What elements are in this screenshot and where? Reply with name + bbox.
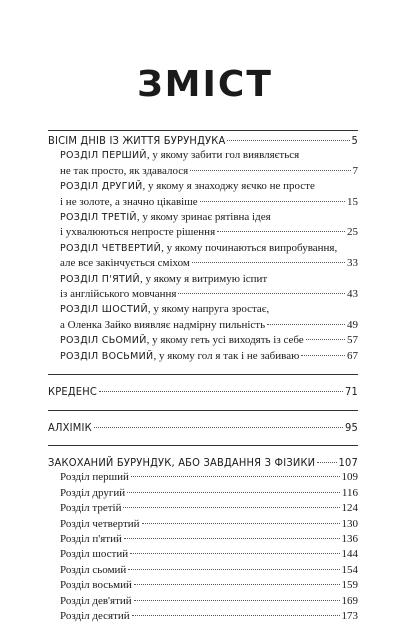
- chapter-title-start: , у якому я знаходжу яєчко не просте: [142, 180, 315, 193]
- page-number: 57: [347, 334, 358, 347]
- toc-chapter-3[interactable]: [48, 210, 358, 241]
- chapter-title-end: не так просто, як здавалося: [60, 164, 189, 177]
- subchapter-title: Розділ сьомий: [60, 563, 127, 576]
- toc-chapter-8[interactable]: [48, 349, 358, 364]
- leader-dots: [131, 476, 340, 477]
- page-number: 154: [341, 563, 358, 576]
- leader-dots: [306, 339, 345, 340]
- leader-dots: [128, 569, 339, 570]
- leader-dots: [130, 553, 339, 554]
- page-number: 49: [347, 318, 358, 331]
- page-number: 169: [341, 594, 358, 607]
- page-number: 144: [341, 548, 358, 561]
- page-number: 71: [345, 385, 358, 399]
- part-title: КРЕДЕНС: [48, 385, 97, 399]
- subchapter-title: Розділ восьмий: [60, 579, 132, 592]
- toc-subchapter[interactable]: [48, 486, 358, 501]
- toc-subchapter[interactable]: [48, 501, 358, 516]
- page-number: 5: [351, 134, 358, 147]
- page-number: 136: [341, 532, 358, 545]
- toc-chapter-2[interactable]: [48, 179, 358, 210]
- subchapter-title: Розділ третій: [60, 502, 122, 515]
- leader-dots: [190, 170, 350, 171]
- divider: [48, 445, 358, 446]
- chapter-label: РОЗДІЛ П'ЯТИЙ: [60, 273, 140, 285]
- toc-chapter-5[interactable]: [48, 272, 358, 303]
- chapter-title-end: а Оленка Зайко виявляє надмірну пильність: [60, 318, 266, 331]
- divider: [48, 374, 358, 375]
- chapter-title-start: , у якому напруга зростає,: [147, 303, 270, 316]
- toc-subchapter[interactable]: [48, 578, 358, 593]
- subchapter-title: Розділ шостий: [60, 548, 129, 561]
- page-number: 124: [341, 502, 358, 515]
- leader-dots: [124, 538, 340, 539]
- divider: [48, 130, 358, 131]
- toc-chapter-1[interactable]: [48, 148, 358, 179]
- toc-subchapter[interactable]: [48, 609, 358, 624]
- divider: [48, 410, 358, 411]
- page-title: ЗМІСТ: [137, 64, 273, 105]
- page-number: 7: [352, 164, 358, 177]
- leader-dots: [178, 293, 345, 294]
- chapter-label: РОЗДІЛ ДРУГИЙ: [60, 181, 143, 193]
- leader-dots: [134, 584, 340, 585]
- leader-dots: [123, 507, 339, 508]
- leader-dots: [142, 523, 340, 524]
- chapter-label: РОЗДІЛ ШОСТИЙ: [60, 304, 148, 316]
- chapter-title-end: і не золоте, а значно цікавіше: [60, 195, 198, 208]
- subchapter-title: Розділ четвертий: [60, 517, 140, 530]
- toc-part-3[interactable]: [48, 420, 358, 435]
- page-number: 67: [347, 349, 358, 362]
- toc-subchapter[interactable]: [48, 517, 358, 532]
- page-number: 159: [341, 579, 358, 592]
- page-number: 130: [341, 517, 358, 530]
- chapter-label: РОЗДІЛ СЬОМИЙ: [60, 335, 147, 347]
- page-number: 25: [347, 226, 358, 239]
- subchapter-title: Розділ перший: [60, 471, 129, 484]
- page-number: 43: [347, 288, 358, 301]
- toc-subchapter[interactable]: [48, 563, 358, 578]
- chapter-title: , у якому гол я так і не забиваю: [153, 349, 300, 362]
- toc-chapter-7[interactable]: [48, 333, 358, 348]
- subchapter-title: Розділ дев'ятий: [60, 594, 132, 607]
- leader-dots: [132, 615, 340, 616]
- sub-chapter-list: [48, 470, 358, 624]
- page-number: 173: [341, 609, 358, 622]
- chapter-title-start: , у якому починаються випробування,: [161, 241, 338, 254]
- subchapter-title: Розділ п'ятий: [60, 532, 122, 545]
- chapter-title-start: , у якому я витримую іспит: [139, 272, 268, 285]
- leader-dots: [134, 600, 340, 601]
- chapter-title-start: , у якому забити гол виявляється: [146, 149, 300, 162]
- table-of-contents: [48, 130, 358, 624]
- toc-part-1[interactable]: [48, 133, 358, 148]
- toc-subchapter[interactable]: [48, 547, 358, 562]
- toc-part-2[interactable]: [48, 384, 358, 399]
- chapter-title-end: із англійського мовчання: [60, 288, 177, 301]
- page-number: 15: [347, 195, 358, 208]
- leader-dots: [99, 391, 343, 392]
- toc-chapter-6[interactable]: [48, 302, 358, 333]
- chapter-label: РОЗДІЛ ВОСЬМИЙ: [60, 350, 154, 362]
- part-title: ЗАКОХАНИЙ БУРУНДУК, АБО ЗАВДАННЯ З ФІЗИКИ: [48, 455, 316, 469]
- toc-subchapter[interactable]: [48, 594, 358, 609]
- chapter-label: РОЗДІЛ ЧЕТВЕРТИЙ: [60, 242, 162, 254]
- chapter-label: РОЗДІЛ ПЕРШИЙ: [60, 150, 147, 162]
- chapter-label: РОЗДІЛ ТРЕТІЙ: [60, 212, 137, 224]
- toc-subchapter[interactable]: [48, 532, 358, 547]
- leader-dots: [317, 462, 336, 463]
- toc-subchapter[interactable]: [48, 470, 358, 485]
- leader-dots: [200, 201, 345, 202]
- chapter-title-start: , у якому зринає рятівна ідея: [136, 211, 271, 224]
- chapter-title: , у якому геть усі виходять із себе: [146, 334, 304, 347]
- part-title: АЛХІМІК: [48, 420, 92, 434]
- toc-part-4[interactable]: [48, 455, 358, 470]
- chapter-title-end: і ухвалюються непросте рішення: [60, 226, 216, 239]
- part-title: ВІСІМ ДНІВ ІЗ ЖИТТЯ БУРУНДУКА: [48, 134, 226, 147]
- leader-dots: [217, 231, 345, 232]
- leader-dots: [127, 492, 340, 493]
- chapter-title-end: але все закінчується сміхом: [60, 257, 190, 270]
- page-number: 95: [345, 420, 358, 434]
- leader-dots: [94, 427, 343, 428]
- page-number: 107: [338, 455, 358, 469]
- page-number: 33: [347, 257, 358, 270]
- leader-dots: [267, 324, 345, 325]
- leader-dots: [227, 140, 349, 141]
- leader-dots: [301, 355, 345, 356]
- toc-chapter-4[interactable]: [48, 241, 358, 272]
- subchapter-title: Розділ десятий: [60, 609, 130, 622]
- leader-dots: [192, 262, 345, 263]
- page-number: 109: [341, 471, 358, 484]
- subchapter-title: Розділ другий: [60, 486, 126, 499]
- page-number: 116: [341, 486, 358, 499]
